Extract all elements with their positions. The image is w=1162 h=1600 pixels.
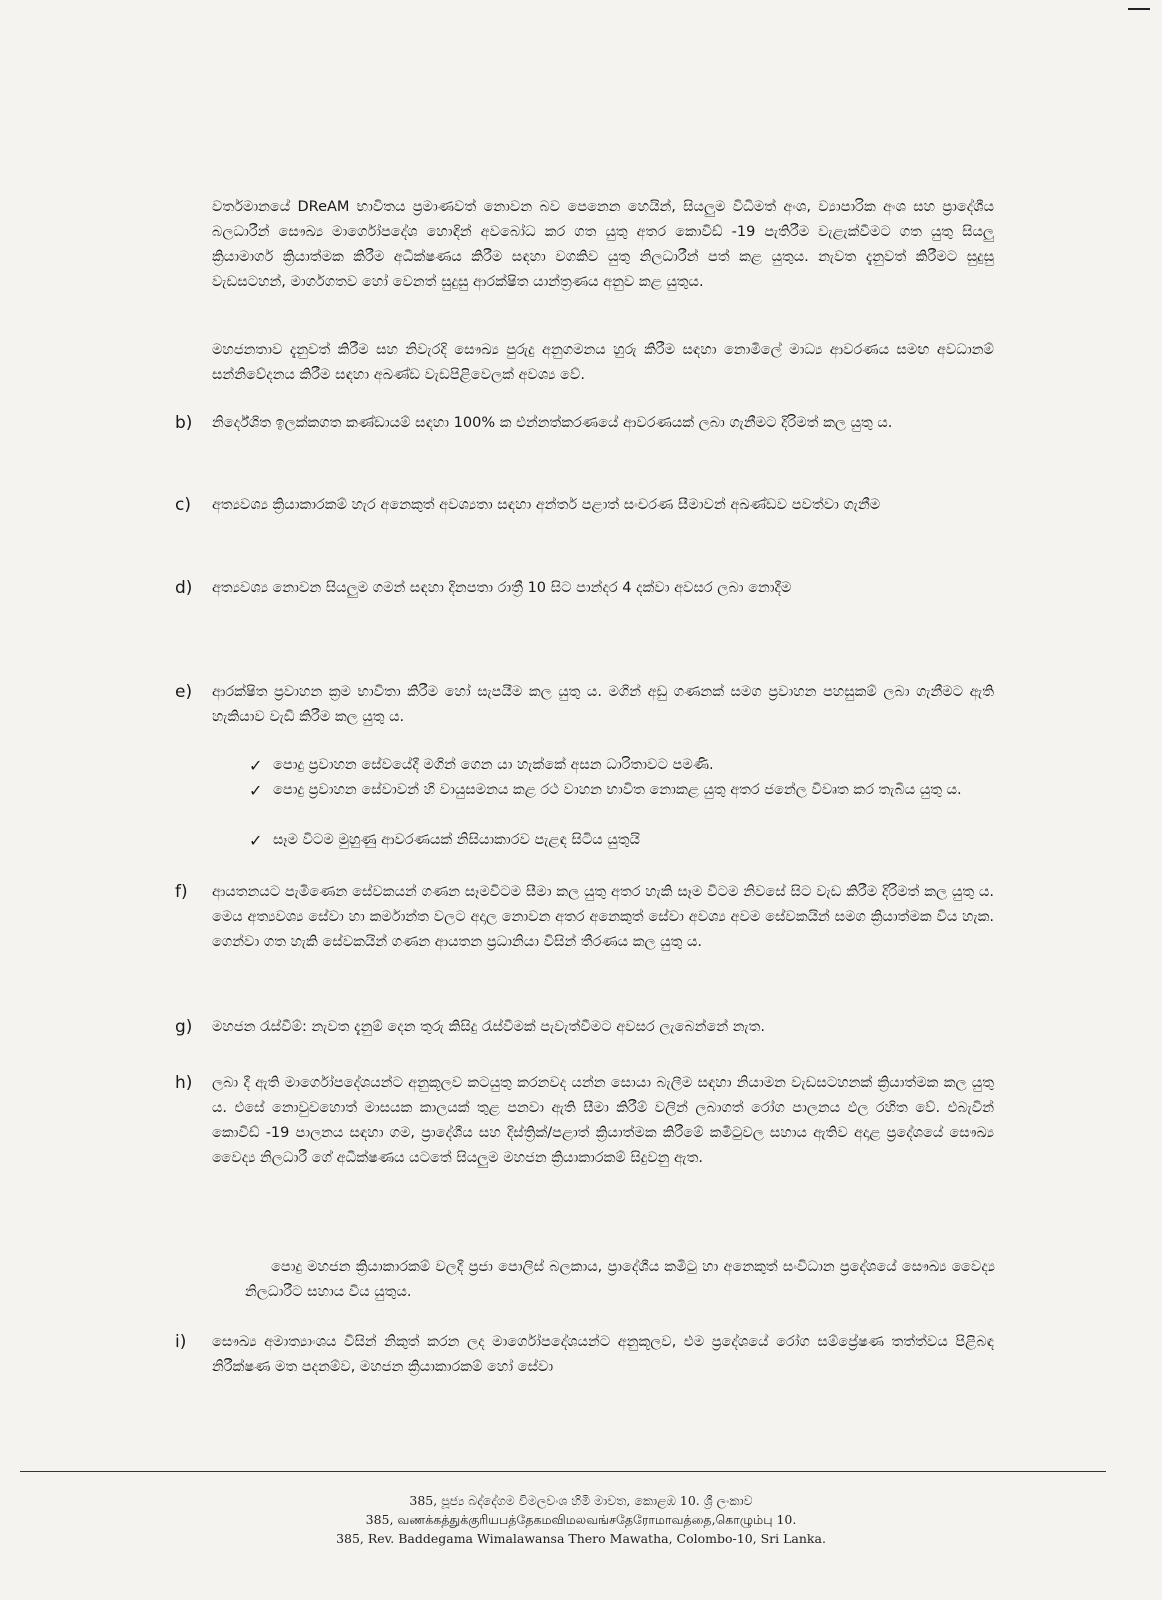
list-marker: h) bbox=[175, 1073, 193, 1093]
list-marker: g) bbox=[175, 1017, 193, 1037]
footer-address-sinhala: 385, පූජ්‍ය බද්දේගම විමලවංශ හිමි මාවත, කොළඹ 10. ශ්‍රී ලංකාව bbox=[409, 1493, 753, 1508]
list-marker: c) bbox=[175, 495, 191, 515]
intro-paragraph-1: වර්තමානයේ DReAM භාවිතය ප්‍රමාණවත් නොවන බව පෙනෙන හෙයින්, සියලුම විධිමත් අංශ, ව්‍යාපාරික අංශ සහ ප්‍රාදේශීය බලධාරීන් සෞඛ්‍ය මාර්ගෝපදේශ හොඳින් අවබෝධ කර ගත යුතු අතර කොවිඩ් -19 පැතිරීම වැළැක්වීමට ගත යුතු සියලු ක්‍රියාමාර්ග ක්‍රියාත්මක කිරීම අධීක්ෂණය කිරීම සඳහා වගකිව යුතු නිලධාරීන් පත් කළ යුතුය. නැවත දැනුවත් කිරීමට සුදුසු වැඩසටහන්, මාර්ගගතව හෝ වෙනත් සුදුසු ආරක්ෂිත යාන්ත්‍රණය අනුව කළ යුතුය. bbox=[212, 199, 994, 290]
list-item-text: අත්‍යවශ්‍ය ක්‍රියාකාරකම් හැර අනෙකුත් අවශ්‍යතා සඳහා අන්තර් පළාත් සංචරණ සීමාවන් අඛණ්ඩව පවත්වා ගැනීම bbox=[212, 497, 881, 513]
community-support-note: පොදු මහජන ක්‍රියාකාරකම් වලදී ප්‍රජා පොලිස් බලකාය, ප්‍රාදේශීය කමිටු හා අනෙකුත් සංවිධාන ප්‍රදේශයේ සෞඛ්‍ය වෛද්‍ය නිලධාරීට සහාය විය යුතුය. bbox=[245, 1259, 995, 1300]
checkmark-icon: ✓ bbox=[249, 781, 263, 800]
list-marker: e) bbox=[175, 682, 193, 702]
intro-paragraph-2: මහජනතාව දැනුවත් කිරීම සහ නිවැරදි සෞඛ්‍ය පුරුදු අනුගමනය හුරු කිරීම සඳහා නොමිලේ මාධ්‍ය ආවරණය සමඟ අවධානම් සන්නිවේදනය කිරීම සඳහා අඛණ්ඩ වැඩපිළිවෙලක් අවශ්‍ය වේ. bbox=[212, 342, 994, 383]
list-marker: i) bbox=[175, 1332, 187, 1352]
tick-item-text: පොදු ප්‍රවාහන සේවාවන් හි වායුසමනය කළ රථ වාහන භාවිත නොකළ යුතු අතර ජනේල විවෘත කර තැබිය යුතු ය. bbox=[273, 782, 962, 798]
list-item-text: සෞඛ්‍ය අමාත්‍යාංශය විසින් නිකුත් කරන ලද මාර්ගෝපදේශයන්ට අනුකූලව, එම ප්‍රදේශයේ රෝග සම්ප්‍රේෂණ තත්ත්වය පිළිබඳ නිරීක්ෂණ මත පදනම්ව, මහජන ක්‍රියාකාරකම් හෝ සේවා bbox=[212, 1334, 994, 1375]
checkmark-icon: ✓ bbox=[249, 756, 263, 775]
list-marker: b) bbox=[175, 413, 193, 433]
tick-item-text: සෑම විටම මුහුණු ආවරණයක් නිසියාකාරව පැළඳ සිටිය යුතුයි bbox=[273, 832, 640, 848]
list-marker: d) bbox=[175, 578, 193, 598]
footer-divider bbox=[20, 1471, 1106, 1472]
list-item-text: නිර්දේශිත ඉලක්කගත කණ්ඩායම් සඳහා 100% ක එන්නත්කරණයේ ආවරණයක් ලබා ගැනීමට දිරිමත් කල යුතු ය. bbox=[212, 415, 893, 431]
tick-item-text: පොදු ප්‍රවාහන සේවයේදී මගින් ගෙන යා හැක්කේ අසන ධාරිතාවට පමණි. bbox=[273, 757, 714, 773]
list-item-text: අත්‍යවශ්‍ය නොවන සියලුම ගමන් සඳහා දිනපතා රාත්‍රී 10 සිට පාන්දර 4 දක්වා අවසර ලබා නොදීම bbox=[212, 580, 792, 596]
list-item-text: මහජන රැස්වීම්: නැවත දැනුම් දෙන තුරු කිසිදු රැස්වීමක් පැවැත්වීමට අවසර ලැබෙන්නේ නැත. bbox=[212, 1019, 765, 1035]
list-item-text: ලබා දී ඇති මාර්ගෝපදේශයන්ට අනුකූලව කටයුතු කරනවද යන්න සොයා බැලීම සඳහා නියාමන වැඩසටහනක් ක්‍රියාත්මක කල යුතු ය. එසේ නොවුවහොත් මාසයක කාලයක් තුළ පනවා ඇති සීමා කිරීම් වලින් ලබාගත් රෝග පාලනය ඵල රහිත වේ. එබැවින් කොවිඩ් -19 පාලනය සඳහා ගම, ප්‍රාදේශීය සහ දිස්ත්‍රික්/පළාත් ක්‍රියාත්මක කිරීමේ කමිටුවල සහාය ඇතිව අදාළ ප්‍රදේශයේ සෞඛ්‍ය වෛද්‍ය නිලධාරී ගේ අධීක්ෂණය යටතේ සියලුම මහජන ක්‍රියාකාරකම් සිදුවනු ඇත. bbox=[212, 1075, 994, 1166]
footer-address-tamil: 385, வணக்கத்துக்குரியபத்தேகமவிமலவங்சதேரோமாவத்தை,கொழும்பு 10. bbox=[365, 1512, 797, 1527]
top-edge-mark bbox=[1128, 8, 1150, 10]
checkmark-icon: ✓ bbox=[249, 831, 263, 850]
list-marker: f) bbox=[175, 882, 188, 902]
footer-address-english: 385, Rev. Baddegama Wimalawansa Thero Mawatha, Colombo-10, Sri Lanka. bbox=[336, 1531, 826, 1546]
list-item-text: ආරක්ෂිත ප්‍රවාහන ක්‍රම භාවිතා කිරීම හෝ සැපයීම කල යුතු ය. මගින් අඩු ගණනක් සමග ප්‍රවාහන පහසුකම් ලබා ගැනීමට ඇති හැකියාව වැඩි කිරීම කල යුතු ය. bbox=[212, 684, 994, 725]
list-item-text: ආයතනයට පැමිණෙන සේවකයන් ගණන සෑමවිටම සීමා කල යුතු අතර හැකි සෑම විටම නිවසේ සිට වැඩ කිරීම දිරිමත් කල යුතු ය. මෙය අත්‍යවශ්‍ය සේවා හා කර්මාන්ත වලට අදාල නොවන අතර අනෙකුත් සේවා අවශ්‍ය අවම සේවකයින් සමග ක්‍රියාත්මක විය හැක. ගෙන්වා ගත හැකි සේවකයින් ගණන ආයතන ප්‍රධානියා විසින් තීරණය කල යුතු ය. bbox=[212, 884, 994, 950]
